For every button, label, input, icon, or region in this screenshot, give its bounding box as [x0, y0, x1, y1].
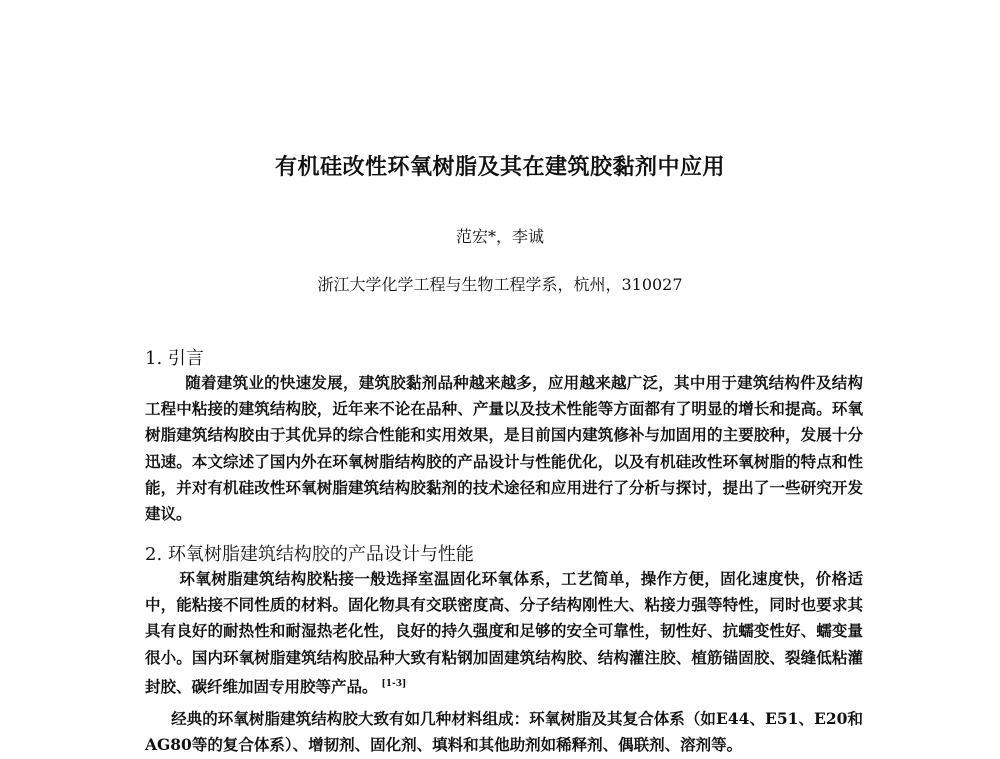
section-2-paragraph-1 [145, 566, 863, 700]
section-2-paragraph-2-text: 经典的环氧树脂建筑结构胶大致有如几种材料组成：环氧树脂及其复合体系（如E44、E51、E20和AG80等的复合体系）、增韧剂、固化剂、填料和其他助剂如稀释剂、偶联剂、溶剂等。 [145, 709, 863, 755]
section-1-paragraph-1-text: 随着建筑业的快速发展，建筑胶黏剂品种越来越多，应用越来越广泛，其中用于建筑结构件及结构工程中粘接的建筑结构胶，近年来不论在品种、产量以及技术性能等方面都有了明显的增长和提高。环氧树脂建筑结构胶由于其优异的综合性能和实用效果，是目前国内建筑修补与加固用的主要胶种，发展十分迅速。本文综述了国内外在环氧树脂结构胶的产品设计与性能优化，以及有机硅改性环氧树脂的特点和性能，并对有机硅改性环氧树脂建筑结构胶黏剂的技术途径和应用进行了分析与探讨，提出了一些研究开发建议。 [145, 373, 863, 524]
section-heading-product-design: 2. 环氧树脂建筑结构胶的产品设计与性能 [145, 544, 474, 565]
section-2-paragraph-2 [145, 706, 863, 758]
paper-title: 有机硅改性环氧树脂及其在建筑胶黏剂中应用 [274, 154, 725, 180]
section-2-paragraph-1-text: 环氧树脂建筑结构胶粘接一般选择室温固化环氧体系，工艺简单，操作方便，固化速度快，价格适中，能粘接不同性质的材料。固化物具有交联密度高、分子结构刚性大、粘接力强等特性，同时也要求其具有良好的耐热性和耐湿热老化性，良好的持久强度和足够的安全可靠性，韧性好、抗蠕变性好、蠕变量很小。国内环氧树脂建筑结构胶品种大致有粘钢加固建筑结构胶、结构灌注胶、植筋锚固胶、裂缝低粘灌封胶、碳纤维加固专用胶等产品。 [145, 569, 863, 696]
paper-affiliation: 浙江大学化学工程与生物工程学系，杭州，310027 [317, 275, 683, 294]
section-heading-introduction: 1. 引言 [145, 348, 204, 369]
citation-1-3: [1-3] [381, 678, 407, 689]
section-1-paragraph-1 [145, 370, 863, 527]
paper-authors: 范宏*，李诚 [455, 227, 544, 246]
